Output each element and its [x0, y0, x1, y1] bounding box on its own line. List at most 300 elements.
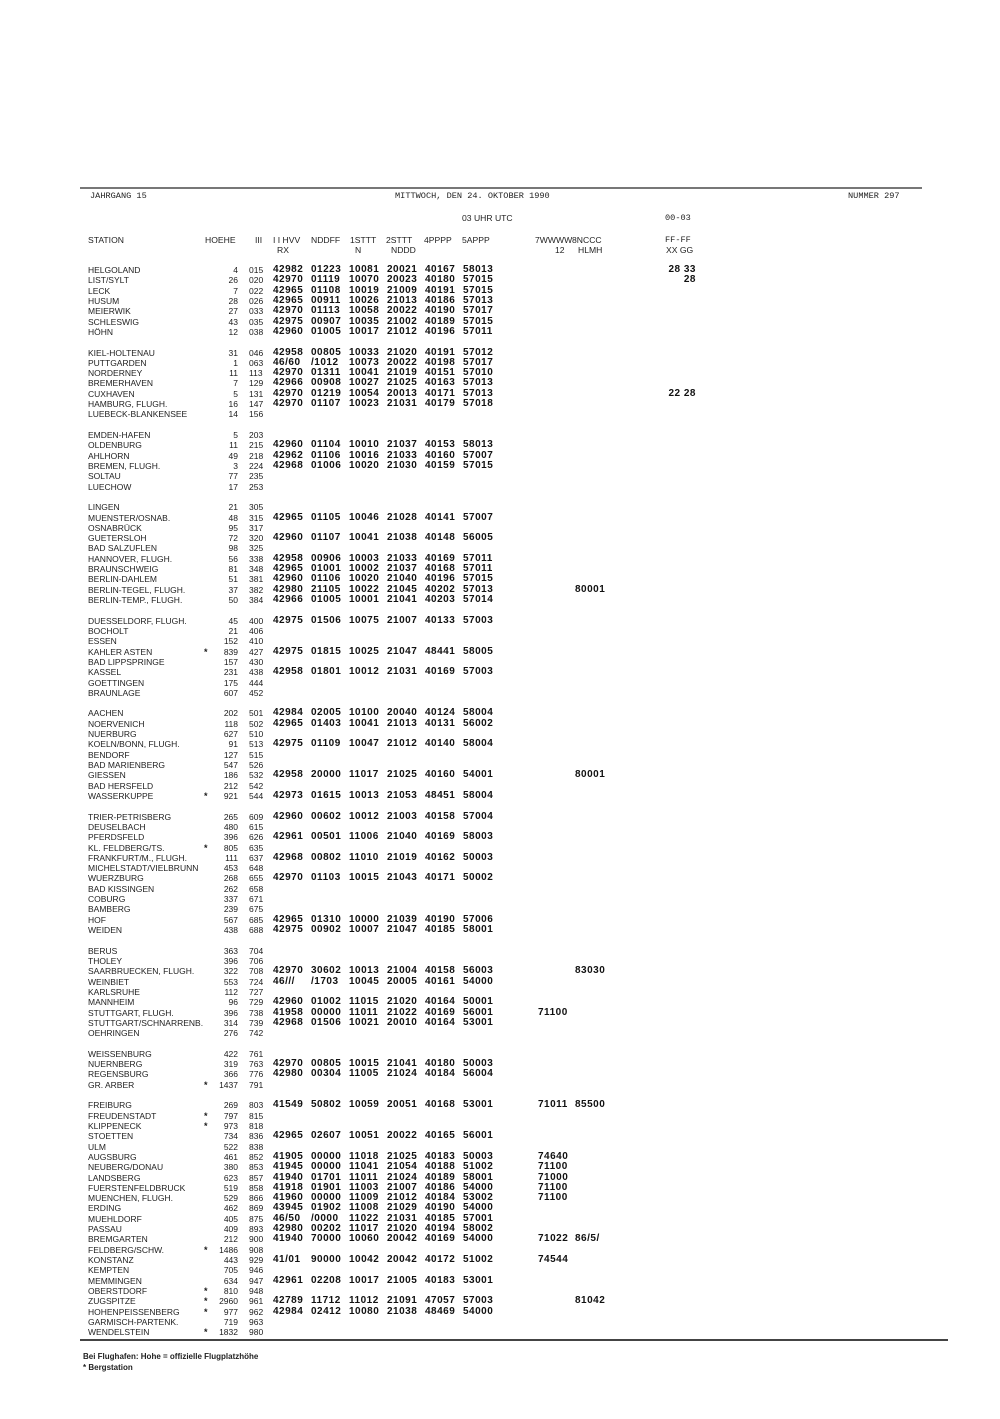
station-index: 532 — [249, 770, 264, 781]
synop-group-0: 42968 — [273, 1016, 304, 1028]
station-elevation: 96 — [228, 997, 238, 1008]
synop-group-4: 40183 — [425, 1150, 456, 1162]
synop-group-0: 41960 — [273, 1192, 304, 1204]
station-name: OSNABRÜCK — [88, 522, 142, 533]
station-index: 315 — [249, 512, 264, 523]
top-rule — [80, 187, 922, 189]
station-name: BRAUNSCHWEIG — [88, 564, 159, 575]
station-elevation: 921 — [223, 790, 238, 801]
table-row — [0, 1317, 1000, 1327]
synop-group-0: 42960 — [273, 573, 304, 585]
synop-group-4: 40141 — [425, 511, 456, 523]
synop-group-5: 57003 — [463, 666, 494, 678]
synop-group-5: 56004 — [463, 1068, 494, 1080]
synop-group-2: 10020 — [349, 573, 380, 585]
synop-group-1: 02412 — [311, 1305, 342, 1317]
synop-group-0: 42965 — [273, 511, 304, 523]
synop-group-1: 01104 — [311, 439, 341, 451]
synop-group-4: 40185 — [425, 924, 456, 935]
station-elevation: 202 — [223, 708, 238, 719]
station-elevation: 607 — [223, 687, 238, 698]
station-elevation: 186 — [223, 770, 238, 781]
station-index: 224 — [249, 460, 264, 471]
synop-group-2: 10003 — [349, 552, 380, 564]
station-name: MUENCHEN, FLUGH. — [88, 1193, 174, 1204]
synop-group-5: 57015 — [463, 274, 494, 286]
synop-group-2: 10000 — [349, 913, 380, 925]
synop-group-5: 57006 — [463, 913, 494, 925]
synop-group-3: 21031 — [387, 1212, 418, 1224]
synop-group-2: 11006 — [349, 831, 379, 843]
synop-group-5: 58005 — [463, 645, 494, 657]
synop-group-0: 42960 — [273, 996, 304, 1008]
synop-group-1: 01107 — [311, 532, 341, 544]
synop-group-3: 20022 — [387, 1130, 418, 1142]
synop-group-0: 42973 — [273, 789, 304, 801]
synop-group-2: 10017 — [349, 1274, 380, 1286]
synop-group-5: 57011 — [463, 563, 493, 575]
col-n8-sub: HLMH — [578, 245, 603, 255]
table-row — [0, 781, 1000, 791]
station-elevation: 5 — [233, 388, 238, 399]
synop-group-1: 01002 — [311, 996, 342, 1008]
synop-group-4: 40179 — [425, 398, 456, 410]
station-elevation: 805 — [223, 842, 238, 853]
synop-group-0: 42966 — [273, 377, 304, 389]
synop-group-5: 57013 — [463, 294, 494, 306]
synop-group-1: 00000 — [311, 1161, 342, 1173]
station-name: HAMBURG, FLUGH. — [88, 399, 168, 410]
synop-group-3: 21091 — [387, 1295, 418, 1307]
table-row — [0, 1307, 1000, 1317]
station-elevation: 157 — [223, 656, 238, 667]
station-elevation: 212 — [223, 1234, 238, 1245]
station-name: ERDING — [88, 1203, 122, 1214]
synop-group-3: 21013 — [387, 717, 418, 729]
station-name: THOLEY — [88, 955, 123, 966]
col-g5: 5APPP — [462, 235, 490, 245]
synop-group-5: 56003 — [463, 965, 494, 977]
synop-group-1: 01105 — [311, 511, 341, 523]
synop-group-5: 58013 — [463, 264, 494, 275]
mountain-station-marker: * — [204, 1306, 208, 1317]
station-name: NORDERNEY — [88, 368, 143, 379]
station-name: LANDSBERG — [88, 1172, 141, 1183]
station-elevation: 56 — [228, 553, 238, 564]
station-elevation: 45 — [228, 615, 238, 626]
synop-group-3: 20040 — [387, 707, 418, 719]
synop-group-3: 21045 — [387, 583, 418, 595]
station-index: 893 — [249, 1224, 264, 1235]
station-elevation: 1437 — [219, 1079, 238, 1090]
station-name: KLIPPENECK — [88, 1120, 142, 1131]
synop-group-1: 70000 — [311, 1233, 342, 1245]
station-elevation: 269 — [223, 1100, 238, 1111]
table-row — [0, 822, 1000, 832]
synop-group-3: 21012 — [387, 325, 418, 337]
synop-group-3: 20042 — [387, 1233, 418, 1245]
station-index: 658 — [249, 883, 264, 894]
synop-group-3: 21025 — [387, 377, 418, 389]
station-elevation: 175 — [223, 677, 238, 688]
station-name: BRAUNLAGE — [88, 687, 141, 698]
station-index: 962 — [249, 1306, 264, 1317]
synop-group-4: 40194 — [425, 1223, 456, 1235]
table-row — [0, 1296, 1000, 1306]
synop-group-5: 57013 — [463, 583, 494, 595]
synop-group-3: 20022 — [387, 356, 418, 368]
table-row — [0, 873, 1000, 883]
synop-group-1: 01107 — [311, 398, 341, 410]
station-name: BAD LIPPSPRINGE — [88, 656, 165, 667]
table-row — [0, 368, 1000, 378]
station-index: 961 — [249, 1296, 264, 1307]
station-name: WASSERKUPPE — [88, 790, 154, 801]
station-index: 063 — [249, 357, 264, 368]
synop-group-1: 01223 — [311, 264, 342, 275]
synop-group-5: 57014 — [463, 594, 494, 605]
synop-group-1: 00000 — [311, 1150, 342, 1162]
table-row — [0, 513, 1000, 523]
synop-group-2: 10019 — [349, 284, 380, 296]
station-elevation: 72 — [228, 533, 238, 544]
synop-group-0: 46/// — [273, 975, 295, 987]
table-row — [0, 1214, 1000, 1224]
table-row — [0, 987, 1000, 997]
synop-group-2: 10017 — [349, 325, 380, 337]
synop-group-0: 42980 — [273, 583, 304, 595]
station-elevation: 409 — [223, 1224, 238, 1235]
station-elevation: 547 — [223, 760, 238, 770]
station-index: 430 — [249, 656, 264, 667]
station-index: 724 — [249, 976, 264, 987]
station-elevation: 276 — [223, 1028, 238, 1039]
station-elevation: 522 — [223, 1141, 238, 1152]
station-index: 317 — [249, 522, 264, 533]
station-elevation: 453 — [223, 863, 238, 874]
synop-group-3: 21002 — [387, 315, 418, 327]
station-elevation: 48 — [228, 512, 238, 523]
synop-group-5: 57001 — [463, 1212, 494, 1224]
synop-group-1: 02607 — [311, 1130, 342, 1142]
station-name: PUTTGARDEN — [88, 357, 147, 368]
station-elevation: 12 — [228, 326, 238, 337]
synop-group-1: 01701 — [311, 1171, 342, 1183]
station-index: 338 — [249, 553, 264, 564]
station-elevation: 98 — [228, 543, 238, 554]
station-index: 818 — [249, 1120, 264, 1131]
station-index: 635 — [249, 842, 264, 853]
synop-group-5: 53001 — [463, 1016, 494, 1028]
synop-group-1: 01005 — [311, 594, 342, 605]
table-row — [0, 1111, 1000, 1121]
table-row — [0, 667, 1000, 677]
station-name: BAD SALZUFLEN — [88, 543, 157, 554]
synop-group-3: 21024 — [387, 1171, 418, 1183]
station-index: 513 — [249, 739, 264, 750]
synop-group-0: 42965 — [273, 294, 304, 306]
station-index: 438 — [249, 667, 264, 678]
station-elevation: 231 — [223, 667, 238, 678]
synop-group-3: 21040 — [387, 831, 418, 843]
station-name: BERLIN-TEMP., FLUGH. — [88, 595, 183, 605]
synop-group-0: 42970 — [273, 1058, 304, 1070]
synop-group-3: 21038 — [387, 1305, 418, 1317]
synop-group-5: 58001 — [463, 1171, 494, 1183]
synop-group-4: 40169 — [425, 552, 456, 564]
synop-group-1: 00501 — [311, 831, 342, 843]
station-index: 763 — [249, 1059, 264, 1070]
synop-group-3: 21013 — [387, 294, 418, 306]
station-elevation: 31 — [228, 347, 238, 358]
synop-group-4: 40133 — [425, 614, 456, 626]
station-index: 022 — [249, 285, 264, 296]
synop-group-5: 57017 — [463, 356, 494, 368]
synop-group-3: 21033 — [387, 552, 418, 564]
station-name: HÖHN — [88, 326, 114, 337]
synop-group-1: 00908 — [311, 377, 342, 389]
synop-group-1: 21105 — [311, 583, 341, 595]
station-elevation: 322 — [223, 966, 238, 977]
synop-group-0: 42958 — [273, 346, 304, 358]
synop-group-3: 21005 — [387, 1274, 418, 1286]
synop-group-4: 40124 — [425, 707, 456, 719]
station-elevation: 28 — [228, 295, 238, 306]
table-row — [0, 1018, 1000, 1028]
synop-group-0: 42980 — [273, 1223, 304, 1235]
station-index: 544 — [249, 790, 264, 801]
col-ff-sub: XX GG — [666, 245, 694, 255]
table-row — [0, 1286, 1000, 1296]
station-elevation: 627 — [223, 729, 238, 740]
station-elevation: 623 — [223, 1172, 238, 1183]
station-name: PFERDSFELD — [88, 832, 145, 843]
station-index: 400 — [249, 615, 264, 626]
synop-group-3: 21020 — [387, 346, 418, 358]
station-table — [0, 265, 1000, 1338]
synop-group-5: 54000 — [463, 1181, 494, 1193]
synop-group-3: 21040 — [387, 573, 418, 585]
synop-group-0: 42962 — [273, 449, 304, 461]
synop-group-3: 21022 — [387, 1006, 418, 1018]
synop-group-2: 11005 — [349, 1068, 379, 1080]
table-row — [0, 1162, 1000, 1172]
station-name: NOERVENICH — [88, 718, 145, 729]
synop-group-2: 10035 — [349, 315, 380, 327]
table-row — [0, 1327, 1000, 1337]
synop-group-0: 42970 — [273, 367, 304, 379]
synop-group-4: 40163 — [425, 377, 456, 389]
station-name: LINGEN — [88, 502, 120, 513]
station-name: GARMISCH-PARTENK. — [88, 1316, 179, 1327]
synop-group-4: 40140 — [425, 738, 456, 750]
synop-group-3: 21041 — [387, 594, 418, 605]
synop-group-5: 57013 — [463, 387, 494, 399]
weather-group: 74640 — [538, 1150, 569, 1162]
station-name: ULM — [88, 1141, 106, 1152]
synop-group-2: 10047 — [349, 738, 380, 750]
station-name: FREIBURG — [88, 1100, 132, 1111]
station-index: 026 — [249, 295, 264, 306]
synop-group-0: 42965 — [273, 913, 304, 925]
table-row — [0, 482, 1000, 492]
station-index: 215 — [249, 440, 264, 451]
synop-group-3: 21043 — [387, 872, 418, 884]
table-row — [0, 708, 1000, 718]
synop-group-4: 48451 — [425, 789, 456, 801]
synop-group-1: 01108 — [311, 284, 341, 296]
synop-group-5: 57015 — [463, 315, 494, 327]
station-elevation: 529 — [223, 1193, 238, 1204]
synop-group-4: 40160 — [425, 449, 456, 461]
table-row — [0, 440, 1000, 450]
synop-group-5: 57010 — [463, 367, 494, 379]
station-elevation: 265 — [223, 811, 238, 822]
table-row — [0, 502, 1000, 512]
synop-group-2: 10041 — [349, 532, 380, 544]
station-elevation: 314 — [223, 1017, 238, 1028]
synop-group-0: 42958 — [273, 666, 304, 678]
synop-group-4: 40180 — [425, 274, 456, 286]
group-spacer — [0, 1038, 1000, 1048]
synop-group-3: 21020 — [387, 996, 418, 1008]
synop-group-0: 42970 — [273, 872, 304, 884]
synop-group-5: 58013 — [463, 439, 494, 451]
synop-group-5: 51002 — [463, 1161, 494, 1173]
col-w7-sub: 12 — [555, 245, 565, 255]
table-row — [0, 327, 1000, 337]
station-elevation: 396 — [223, 1007, 238, 1018]
synop-group-4: 40185 — [425, 1212, 456, 1224]
table-row — [0, 1008, 1000, 1018]
synop-group-0: 42975 — [273, 614, 304, 626]
table-row — [0, 863, 1000, 873]
synop-group-3: 21025 — [387, 1150, 418, 1162]
synop-group-3: 21009 — [387, 284, 418, 296]
synop-group-4: 40196 — [425, 325, 456, 337]
synop-group-4: 40190 — [425, 913, 456, 925]
station-elevation: 705 — [223, 1265, 238, 1276]
station-elevation: 797 — [223, 1110, 238, 1121]
synop-group-2: 10059 — [349, 1099, 380, 1111]
station-elevation: 239 — [223, 904, 238, 915]
station-name: MUENSTER/OSNAB. — [88, 512, 171, 523]
station-elevation: 16 — [228, 399, 238, 410]
synop-group-3: 20042 — [387, 1254, 418, 1265]
table-row — [0, 719, 1000, 729]
table-row — [0, 750, 1000, 760]
station-elevation: 443 — [223, 1255, 238, 1265]
synop-group-1: 02005 — [311, 707, 342, 719]
station-name: BAD MARIENBERG — [88, 760, 165, 770]
col-g2: 1STTT — [350, 235, 377, 245]
synop-group-3: 21024 — [387, 1068, 418, 1080]
station-elevation: 2960 — [219, 1296, 238, 1307]
col-g1: NDDFF — [311, 235, 341, 245]
station-name: WEIDEN — [88, 925, 122, 935]
table-row — [0, 1152, 1000, 1162]
observation-time: 03 UHR UTC — [462, 213, 513, 223]
synop-group-1: 00902 — [311, 924, 342, 935]
synop-group-0: 42975 — [273, 645, 304, 657]
station-elevation: 21 — [228, 502, 238, 513]
station-elevation: 839 — [223, 646, 238, 657]
group-spacer — [0, 1090, 1000, 1100]
synop-group-5: 57003 — [463, 1295, 494, 1307]
synop-group-2: 10045 — [349, 975, 380, 987]
station-name: OEHRINGEN — [88, 1028, 140, 1039]
station-elevation: 380 — [223, 1162, 238, 1173]
synop-group-4: 40131 — [425, 717, 456, 729]
synop-group-2: 10026 — [349, 294, 380, 306]
station-elevation: 43 — [228, 316, 238, 327]
synop-group-5: 57017 — [463, 305, 494, 317]
station-elevation: 1486 — [219, 1244, 238, 1255]
table-row — [0, 275, 1000, 285]
synop-group-0: 42984 — [273, 707, 304, 719]
table-row — [0, 533, 1000, 543]
synop-group-5: 57007 — [463, 511, 494, 523]
station-name: HANNOVER, FLUGH. — [88, 553, 173, 564]
synop-group-4: 40169 — [425, 831, 456, 843]
synop-group-4: 40167 — [425, 264, 456, 275]
station-name: KIEL-HOLTENAU — [88, 347, 155, 358]
synop-group-5: 54001 — [463, 769, 494, 781]
station-elevation: 461 — [223, 1151, 238, 1162]
synop-group-1: 20000 — [311, 769, 342, 781]
station-name: REGENSBURG — [88, 1069, 149, 1080]
station-name: DEUSELBACH — [88, 821, 146, 832]
synop-group-0: 42965 — [273, 1130, 304, 1142]
station-name: AACHEN — [88, 708, 124, 719]
synop-group-2: 10015 — [349, 872, 380, 884]
synop-group-3: 21004 — [387, 965, 418, 977]
station-elevation: 7 — [233, 378, 238, 389]
weather-group: 71000 — [538, 1171, 569, 1183]
station-elevation: 396 — [223, 832, 238, 843]
synop-group-5: 54000 — [463, 1305, 494, 1317]
table-row — [0, 317, 1000, 327]
station-name: HOF — [88, 914, 106, 925]
synop-group-1: 90000 — [311, 1254, 342, 1265]
footnote-airport: Bei Flughafen: Hohe = offizielle Flugplatzhöhe — [83, 1352, 259, 1361]
synop-group-4: 40151 — [425, 367, 456, 379]
synop-group-3: 21025 — [387, 769, 418, 781]
synop-group-1: 01106 — [311, 573, 341, 585]
issue-date: MITTWOCH, DEN 24. OKTOBER 1990 — [395, 191, 550, 201]
station-name: NEUBERG/DONAU — [88, 1162, 164, 1173]
station-name: NUERBURG — [88, 729, 137, 740]
table-row — [0, 657, 1000, 667]
station-name: BAD HERSFELD — [88, 780, 154, 791]
synop-group-0: 42970 — [273, 965, 304, 977]
synop-group-5: 50002 — [463, 872, 494, 884]
synop-group-5: 51002 — [463, 1254, 494, 1265]
station-elevation: 810 — [223, 1285, 238, 1296]
mountain-station-marker: * — [204, 1285, 208, 1296]
synop-group-0: 42975 — [273, 738, 304, 750]
station-name: BAMBERG — [88, 904, 131, 915]
group-spacer — [0, 935, 1000, 945]
synop-group-2: 10033 — [349, 346, 380, 358]
synop-group-2: 11011 — [349, 1006, 379, 1018]
synop-group-2: 10080 — [349, 1305, 380, 1317]
synop-group-1: 01901 — [311, 1181, 342, 1193]
station-name: CUXHAVEN — [88, 388, 135, 399]
synop-group-4: 40188 — [425, 1161, 456, 1173]
mountain-station-marker: * — [204, 1244, 208, 1255]
station-index: 900 — [249, 1234, 264, 1245]
